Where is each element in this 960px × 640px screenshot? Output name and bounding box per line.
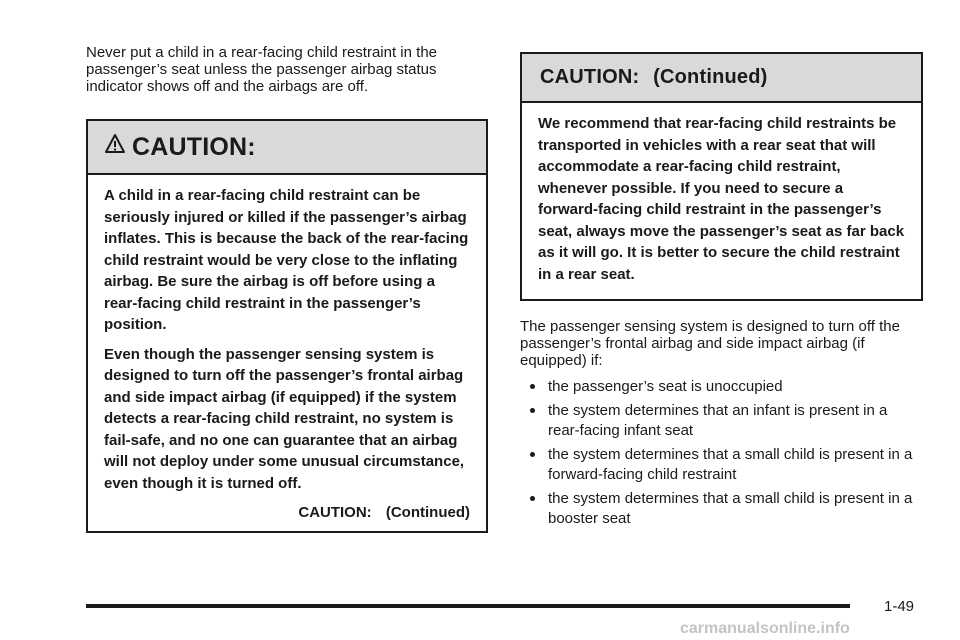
list-item-text: the system determines that a small child is present in a forward-facing child restraint [548,446,913,483]
bullet-icon [530,496,535,501]
caution-paragraph: We recommend that rear-facing child restraints be transported in vehicles with a rear seat that will accommodate a rear-facing child restraint, whenever possible. If you need to secure a forward-facing child restraint in the passenger’s seat, always move the passenger’s seat as far back as it will go. It is better to secure the child restraint in a rear seat. [538,115,905,283]
caution-paragraph: A child in a rear-facing child restraint can be seriously injured or killed if the passenger’s airbag inflates. This is because the back of the rear-facing child restraint would be very close to the inflating airbag. Be sure the airbag is off before using a rear-facing child restraint in the passenger’s position. [104,187,469,333]
list-item [520,377,923,397]
list-item-text: the system determines that a small child is present in a booster seat [548,490,913,527]
list-item [520,401,923,441]
list-item [520,489,923,529]
left-column [86,44,488,533]
caution-body [88,175,486,524]
caution-paragraph: Even though the passenger sensing system is designed to turn off the passenger’s frontal airbag and side impact airbag (if equipped) if the system detects a rear-facing child restraint, no system is fail-safe, and no one can guarantee that an airbag will not deploy under some unusual circumstance, even though it is turned off. [104,345,465,492]
right-column [520,52,923,533]
warning-triangle-icon [104,133,126,155]
watermark: carmanualsonline.info [680,620,850,637]
caution-continued-note: CAUTION: (Continued) [298,504,470,521]
bullet-icon [530,384,535,389]
list-item-text: the system determines that an infant is present in a rear-facing infant seat [548,402,888,439]
right-intro-text: The passenger sensing system is designed to turn off the passenger’s frontal airbag and side impact airbag (if equipped) if: [520,318,900,369]
list-item-text: the passenger’s seat is unoccupied [548,378,783,395]
caution-continued-body [522,103,921,299]
list-item [520,445,923,485]
footer-rule [86,604,850,608]
bullet-icon [530,452,535,457]
caution-title: CAUTION: [132,132,256,161]
caution-continued-box [520,52,923,301]
caution-continued-title: CAUTION: (Continued) [540,66,768,88]
caution-continued-header [522,54,921,103]
condition-list [520,377,923,529]
left-intro-text: Never put a child in a rear-facing child restraint in the passenger’s seat unless the passenger airbag status indicator shows off and the airbags are off. [86,44,438,95]
page-number: 1-49 [884,598,915,615]
caution-box [86,119,488,533]
bullet-icon [530,408,535,413]
caution-header [88,121,486,175]
